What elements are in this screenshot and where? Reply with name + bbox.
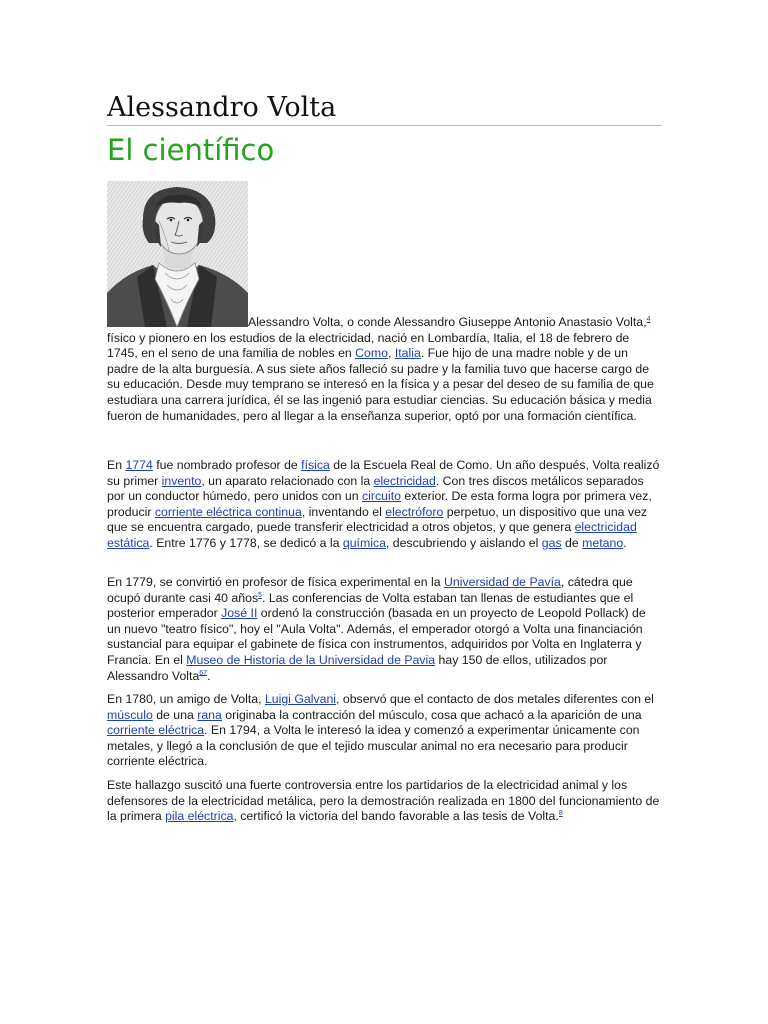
footnote-ref-8[interactable]: 8 bbox=[558, 810, 563, 818]
text: originaba la contracción del músculo, cosa que achacó a la aparición de una bbox=[221, 707, 642, 722]
paragraph-1780 bbox=[107, 692, 662, 770]
footnote-ref-67[interactable]: 67 bbox=[199, 669, 208, 677]
text: de la Escuela Real de Como. Un año después, Volta realizó su primer bbox=[107, 458, 660, 488]
section-title: El científico bbox=[107, 133, 275, 167]
volta-portrait bbox=[107, 181, 248, 332]
text: . bbox=[623, 535, 627, 550]
paragraph-intro bbox=[107, 315, 662, 424]
link-gas[interactable]: gas bbox=[541, 535, 562, 550]
text: . En 1794, a Volta le interesó la idea y comenzó a experimentar únicamente con metales, y llegó a la conclusión de que el tejido muscular animal no era necesario para producir corriente eléctrica. bbox=[107, 723, 640, 769]
text: En 1780, un amigo de Volta, bbox=[107, 692, 265, 706]
text: fue nombrado profesor de bbox=[152, 458, 302, 472]
link-musculo[interactable]: músculo bbox=[107, 707, 153, 722]
link-metano[interactable]: metano bbox=[582, 535, 624, 550]
text: , descubriendo y aislando el bbox=[385, 535, 542, 550]
link-luigi-galvani[interactable]: Luigi Galvani bbox=[264, 692, 337, 706]
text: ordenó la construcción (basada en un proyecto de Leopold Pollack) de un nuevo "teatro físico", hoy el "Aula Volta". Además, el emperador otorgó a Volta una financiación sustancial para equipar el gabinete de física con instrumentos, adquiridos por Volta en Inglaterra y Francia. En el bbox=[107, 606, 646, 667]
text: . Entre 1776 y 1778, se dedicó a la bbox=[149, 535, 343, 550]
text: , un aparato relacionado con la bbox=[201, 473, 374, 488]
link-corriente-continua[interactable]: corriente eléctrica continua bbox=[154, 504, 302, 519]
paragraph-controversia bbox=[107, 778, 662, 825]
footnote-ref-4[interactable]: 4 bbox=[646, 315, 651, 323]
link-rana[interactable]: rana bbox=[197, 707, 222, 722]
text: perpetuo, un dispositivo que una vez que se encuentra cargado, puede transferir electricidad a otros objetos, y que genera bbox=[107, 504, 648, 535]
text: , observó que el contacto de dos metales diferentes con el bbox=[336, 692, 654, 706]
text: , inventando el bbox=[301, 504, 386, 519]
link-pila-electrica[interactable]: pila eléctrica bbox=[165, 809, 234, 824]
link-universidad-pavia[interactable]: Universidad de Pavía bbox=[444, 575, 561, 589]
paragraph-1779 bbox=[107, 575, 662, 684]
text: de bbox=[561, 535, 583, 550]
link-jose-ii[interactable]: José II bbox=[221, 606, 258, 621]
link-electricidad-estatica[interactable]: electricidad estática bbox=[107, 520, 637, 550]
text: físico y pionero en los estudios de la electricidad, nació en Lombardía, Italia, el 18 de febrero de 1745, en el seno de una familia de nobles en bbox=[107, 330, 630, 361]
link-como[interactable]: Como bbox=[355, 346, 388, 361]
document-page bbox=[107, 92, 662, 824]
portrait-engraving bbox=[107, 181, 248, 327]
text: de una bbox=[152, 707, 198, 722]
document-title: Alessandro Volta bbox=[107, 92, 662, 126]
text: . Fue hijo de una madre noble y de un padre de la alta burguesía. A sus siete años falleció su padre y la familia tuvo que hacerse cargo de su educación. Desde muy temprano se interesó en la física y a pesar del deseo de su familia de que estudiara una carrera jurídica, él se las ingenió para estudiar ciencias. Su educación básica y media fueron de humanidades, pero al llegar a la enseñanza superior, optó por una formación científica. bbox=[107, 346, 654, 423]
text: , cátedra que ocupó durante casi 40 años bbox=[107, 575, 633, 605]
footnote-ref-5[interactable]: 5 bbox=[258, 591, 262, 599]
text: En bbox=[107, 458, 126, 472]
link-quimica[interactable]: química bbox=[342, 535, 386, 550]
link-corriente-electrica[interactable]: corriente eléctrica bbox=[107, 723, 205, 738]
text: hay 150 de ellos, utilizados por Alessandro Volta bbox=[107, 652, 608, 683]
text: . bbox=[207, 668, 211, 683]
link-circuito[interactable]: circuito bbox=[362, 489, 401, 504]
link-electricidad[interactable]: electricidad bbox=[373, 473, 436, 488]
link-electroforo[interactable]: electróforo bbox=[385, 504, 444, 519]
text: , bbox=[387, 346, 395, 361]
link-1774[interactable]: 1774 bbox=[125, 458, 153, 472]
paragraph-1774 bbox=[107, 458, 662, 552]
text: , certificó la victoria del bando favorable a las tesis de Volta. bbox=[233, 809, 559, 824]
link-invento[interactable]: invento bbox=[161, 473, 202, 488]
text: . Las conferencias de Volta estaban tan llenas de estudiantes que el posterior emperador bbox=[107, 590, 634, 621]
text: Este hallazgo suscitó una fuerte controversia entre los partidarios de la electricidad animal y los defensores de la electricidad metálica, pero la demostración realizada en 1800 del funcionamiento de la primera bbox=[107, 778, 660, 824]
text: . Con tres discos metálicos separados por un conductor húmedo, pero unidos con un bbox=[107, 473, 644, 504]
link-museo[interactable]: Museo de Historia de la Universidad de Pavia bbox=[186, 652, 436, 667]
link-fisica[interactable]: física bbox=[301, 458, 330, 472]
text: En 1779, se convirtió en profesor de física experimental en la bbox=[107, 575, 444, 589]
text: Alessandro Volta, o conde Alessandro Giuseppe Antonio Anastasio Volta, bbox=[248, 315, 647, 329]
text: exterior. De esta forma logra por primera vez, producir bbox=[107, 489, 652, 519]
link-italia[interactable]: Italia bbox=[394, 346, 421, 361]
